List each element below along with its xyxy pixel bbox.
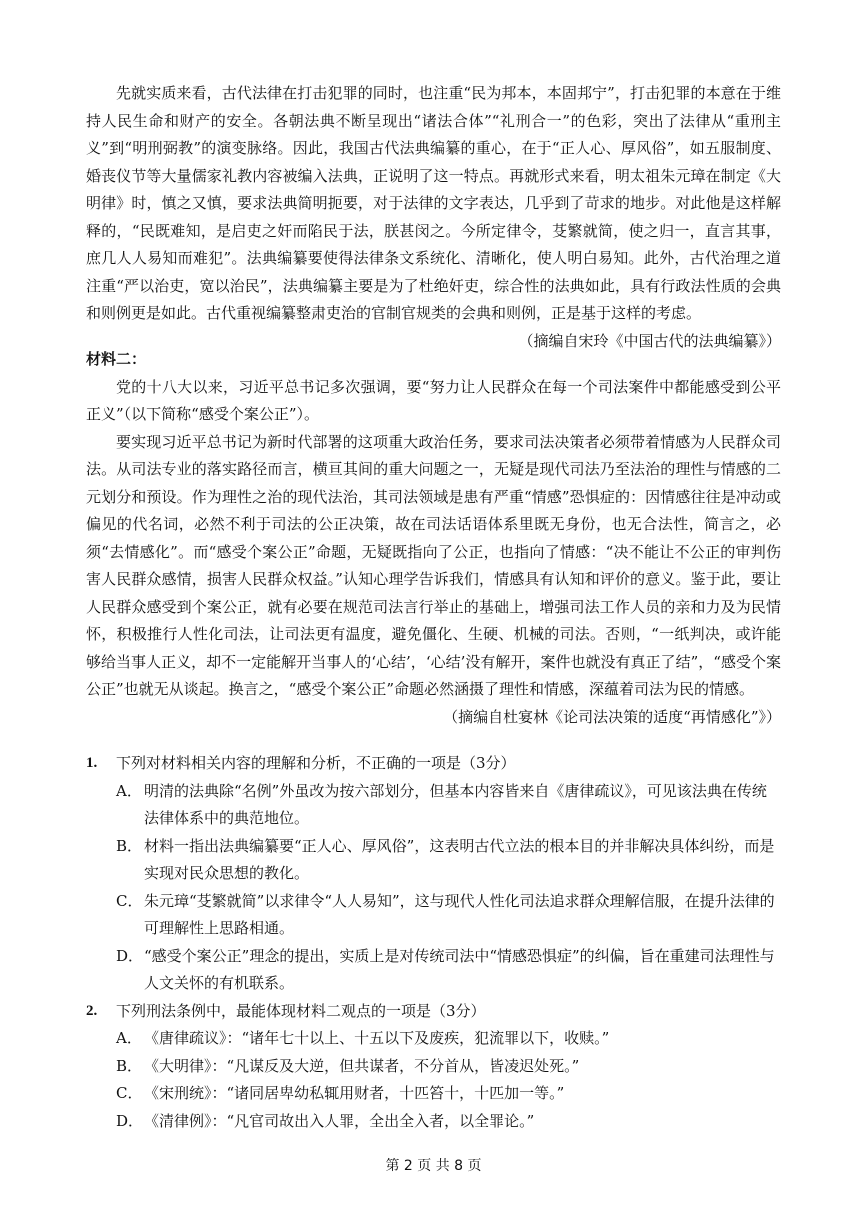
option-label: A． bbox=[116, 781, 142, 800]
option-label: B． bbox=[116, 1056, 143, 1075]
questions-section bbox=[86, 750, 781, 1135]
material-one-source: （摘编自宋玲《中国古代的法典编纂》） bbox=[518, 331, 781, 350]
option-label: C． bbox=[116, 1084, 143, 1102]
option-label: C． bbox=[116, 891, 143, 910]
option-label: D． bbox=[116, 1111, 144, 1130]
question-1-option-c bbox=[86, 888, 781, 943]
option-label: B． bbox=[116, 836, 143, 855]
question-2-option-a bbox=[86, 1025, 781, 1053]
question-2-option-c bbox=[86, 1080, 781, 1108]
material-two-section bbox=[86, 346, 781, 731]
question-1 bbox=[86, 750, 781, 778]
question-stem: 下列对材料相关内容的理解和分析，不正确的一项是（3分） bbox=[116, 754, 516, 772]
option-label: D． bbox=[116, 946, 144, 965]
option-text: 《清律例》：“凡官司故出入人罪，全出全入者，以全罪论。” bbox=[144, 1111, 535, 1130]
option-label: A． bbox=[116, 1029, 142, 1047]
material-two-paragraph-2: 要实现习近平总书记为新时代部署的这项重大政治任务，要求司法决策者必须带着情感为人民群众司法。从司法专业的落实路径而言，横亘其间的重大问题之一，无疑是现代司法乃至法治的理性与情感的二元划分和预设。作为理性之治的现代法治，其司法领域是患有严重“情感”恐惧症的：因情感往往是冲动或偏见的代名词，必然不利于司法的公正决策，故在司法话语体系里既无身份，也无合法性，简言之，必须“去情感化”。而“感受个案公正”命题，无疑既指向了公正，也指向了情感：“决不能让不公正的审判伤害人民群众感情，损害人民群众权益。”认知心理学告诉我们，情感具有认知和评价的意义。鉴于此，要让人民群众感受到个案公正，就有必要在规范司法言行举止的基础上，增强司法工作人员的亲和力及为民情怀，积极推行人性化司法，让司法更有温度，避免僵化、生硬、机械的司法。否则，“一纸判决，或许能够给当事人正义，却不一定能解开当事人的‘心结’，‘心结’没有解开，案件也就没有真正了结”，“感受个案公正”也就无从谈起。换言之，“感受个案公正”命题必然涵摄了理性和情感，深蕴着司法为民的情感。 bbox=[86, 432, 781, 698]
option-text: “感受个案公正”理念的提出，实质上是对传统司法中“情感恐惧症”的纠偏，旨在重建司法理性与人文关怀的有机联系。 bbox=[144, 946, 775, 992]
option-text: 《宋刑统》：“诸同居卑幼私辄用财者，十匹笞十，十匹加一等。” bbox=[144, 1084, 565, 1102]
question-2-option-d bbox=[86, 1108, 781, 1136]
question-2-option-b bbox=[86, 1053, 781, 1081]
option-text: 材料一指出法典编纂要“正人心、厚风俗”，这表明古代立法的根本目的并非解决具体纠纷，而是实现对民众思想的教化。 bbox=[144, 836, 775, 882]
option-text: 明清的法典除“名例”外虽改为按六部划分，但基本内容皆来自《唐律疏议》，可见该法典在传统法律体系中的典范地位。 bbox=[144, 781, 767, 827]
question-1-option-d bbox=[86, 943, 781, 998]
question-stem: 下列刑法条例中，最能体现材料二观点的一项是（3分） bbox=[116, 1001, 486, 1020]
question-1-option-b bbox=[86, 833, 781, 888]
material-one-paragraph: 先就实质来看，古代法律在打击犯罪的同时，也注重“民为邦本，本固邦宁”，打击犯罪的本意在于维持人民生命和财产的安全。各朝法典不断呈现出“诸法合体”“礼刑合一”的色彩，突出了法律从“重刑主义”到“明刑弼教”的演变脉络。因此，我国古代法典编纂的重心，在于“正人心、厚风俗”，如五服制度、婚丧仪节等大量儒家礼教内容被编入法典，正说明了这一特点。再就形式来看，明太祖朱元璋在制定《大明律》时，慎之又慎，要求法典简明扼要，对于法律的文字表达，几乎到了苛求的地步。对此他是这样解释的，“民既难知，是启吏之奸而陷民于法，朕甚闵之。今所定律令，芟繁就简，使之归一，直言其事，庶几人人易知而难犯”。法典编纂要使得法律条文系统化、清晰化，使人明白易知。此外，古代治理之道注重“严以治吏，宽以治民”，法典编纂主要是为了杜绝奸吏，综合性的法典如此，具有行政法性质的会典和则例更是如此。古代重视编纂整肃吏治的官制官规类的会典和则例，正是基于这样的考虑。 bbox=[86, 84, 781, 322]
page-footer: 第 2 页 共 8 页 bbox=[385, 1158, 482, 1174]
question-1-option-a bbox=[86, 778, 781, 833]
material-one-section bbox=[86, 80, 781, 355]
question-number: 1. bbox=[86, 755, 98, 771]
material-two-heading: 材料二： bbox=[86, 350, 147, 368]
option-text: 《唐律疏议》：“诸年七十以上、十五以下及废疾，犯流罪以下，收赎。” bbox=[144, 1029, 610, 1047]
option-text: 朱元璋“芟繁就简”以求律令“人人易知”，这与现代人性化司法追求群众理解信服，在提升法律的可理解性上思路相通。 bbox=[144, 891, 775, 937]
question-number: 2. bbox=[86, 1002, 98, 1019]
question-2 bbox=[86, 998, 781, 1026]
option-text: 《大明律》：“凡谋反及大逆，但共谋者，不分首从，皆凌迟处死。” bbox=[144, 1056, 580, 1075]
material-two-paragraph-1: 党的十八大以来，习近平总书记多次强调，要“努力让人民群众在每一个司法案件中都能感受到公平正义”（以下简称“感受个案公正”）。 bbox=[86, 377, 781, 423]
material-two-source: （摘编自杜宴林《论司法决策的适度“再情感化”》） bbox=[443, 707, 781, 726]
